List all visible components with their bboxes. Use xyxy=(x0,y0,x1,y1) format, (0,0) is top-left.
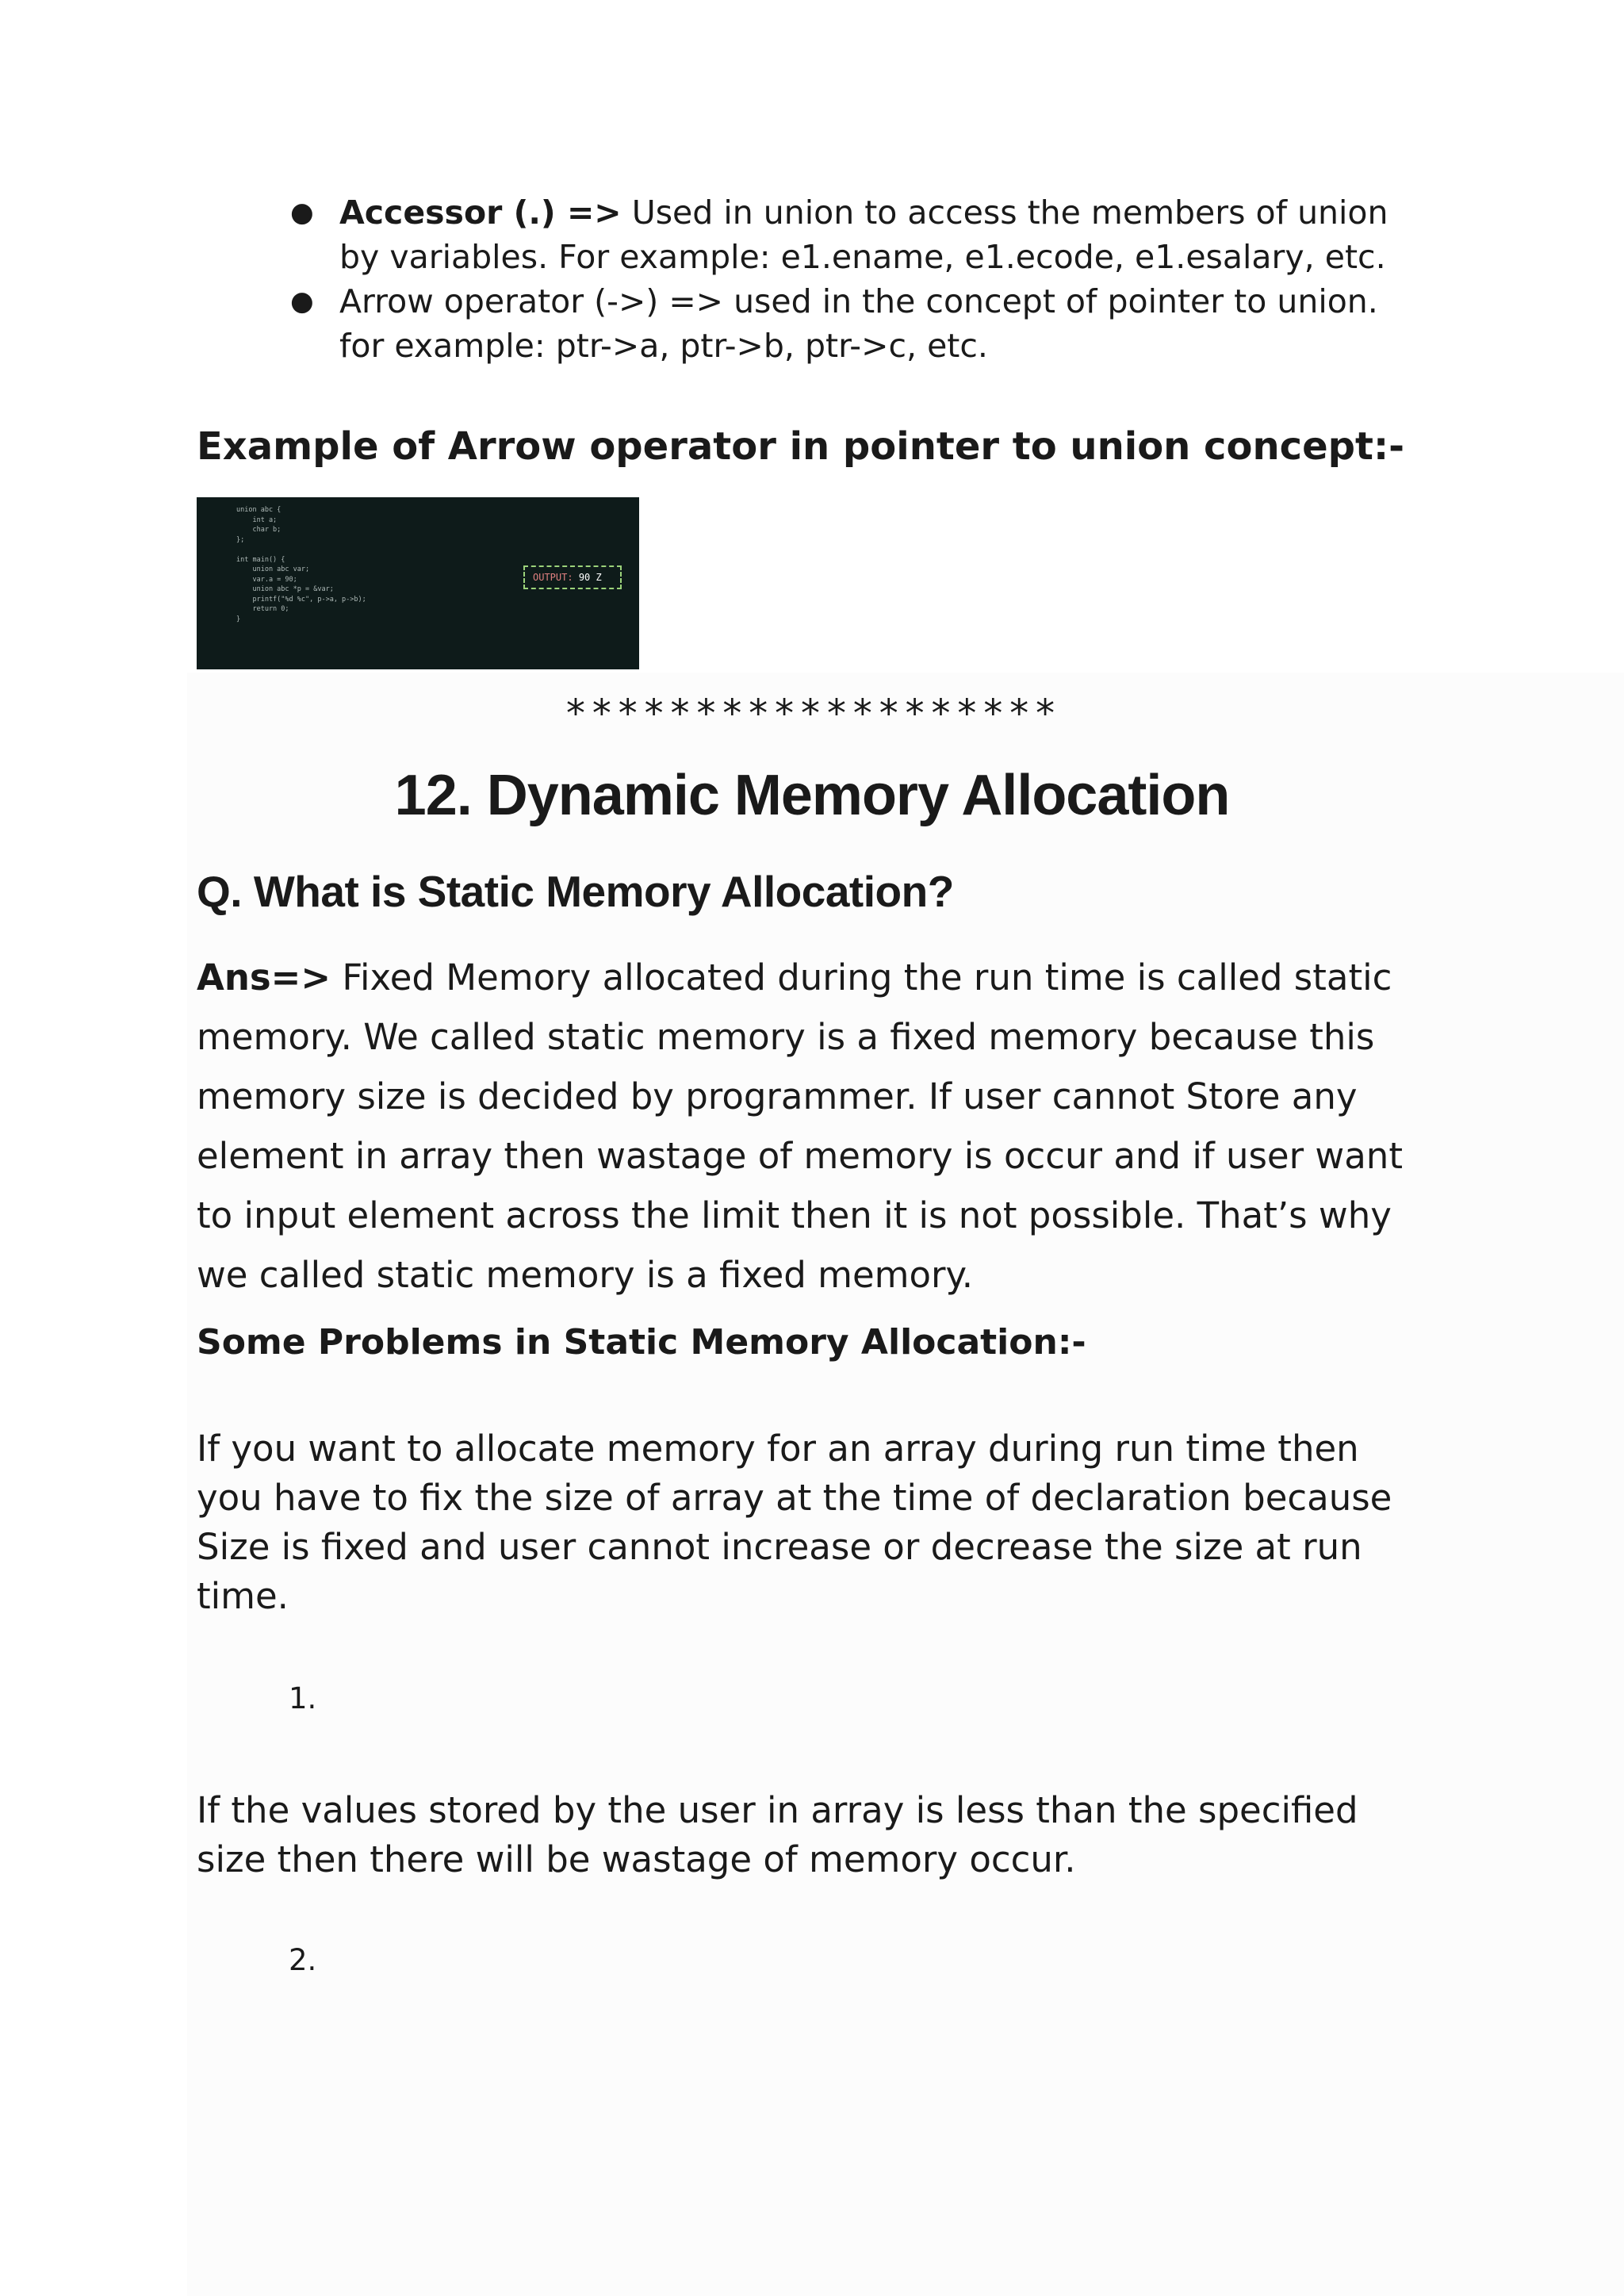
answer-text: Fixed Memory allocated during the run time is called static memory. We called static memory is a fixed memory because this memory size is decided by programmer. If user cannot Store any element in array then wastage of memory is occur and if user want to input element across the limit then it is not possible. That’s why we called static memory is a fixed memory. xyxy=(197,956,1403,1296)
question-heading: Q. What is Static Memory Allocation? xyxy=(197,867,954,916)
output-box xyxy=(523,565,622,589)
bullet-text: Arrow operator (->) => used in the concept of pointer to union. for example: ptr->a, ptr->b, ptr->c, etc. xyxy=(339,282,1378,365)
problems-heading: Some Problems in Static Memory Allocation:- xyxy=(197,1322,1086,1363)
bullet-bold-term: Accessor (.) => xyxy=(339,194,622,232)
example-heading: Example of Arrow operator in pointer to union concept:- xyxy=(197,424,1405,469)
chapter-title: 12. Dynamic Memory Allocation xyxy=(394,764,1230,827)
bullet-item-arrow xyxy=(285,279,1427,368)
bullet-dot-icon: ● xyxy=(290,286,314,317)
separator-stars: ******************* xyxy=(564,692,1060,736)
list-number-1: 1. xyxy=(289,1681,317,1715)
problem-2-paragraph: If the values stored by the user in array is less than the specified size then there will be wastage of memory occur. xyxy=(197,1789,1358,1880)
output-value: 90 Z xyxy=(578,572,602,583)
bullet-text: Used in union to access the members of union by variables. For example: e1.ename, e1.ecode, e1.esalary, etc. xyxy=(339,194,1388,276)
output-label: OUTPUT: xyxy=(533,572,573,583)
bullet-dot-icon: ● xyxy=(290,197,314,228)
problem-1-paragraph: If you want to allocate memory for an array during run time then you have to fix the size of array at the time of declaration because Size is fixed and user cannot increase or decrease the size at run time. xyxy=(197,1428,1392,1617)
code-text: union abc { int a; char b; }; int main() { union abc var; var.a = 90; union abc *p = &var; printf("%d %c", p->a, p->b); return 0; } xyxy=(236,506,366,623)
operator-bullet-list xyxy=(285,190,1427,368)
answer-paragraph xyxy=(197,948,1434,1305)
bullet-item-accessor xyxy=(285,190,1427,279)
code-screenshot xyxy=(197,497,639,669)
answer-prefix: Ans=> xyxy=(197,956,331,999)
list-number-2: 2. xyxy=(289,1943,317,1977)
